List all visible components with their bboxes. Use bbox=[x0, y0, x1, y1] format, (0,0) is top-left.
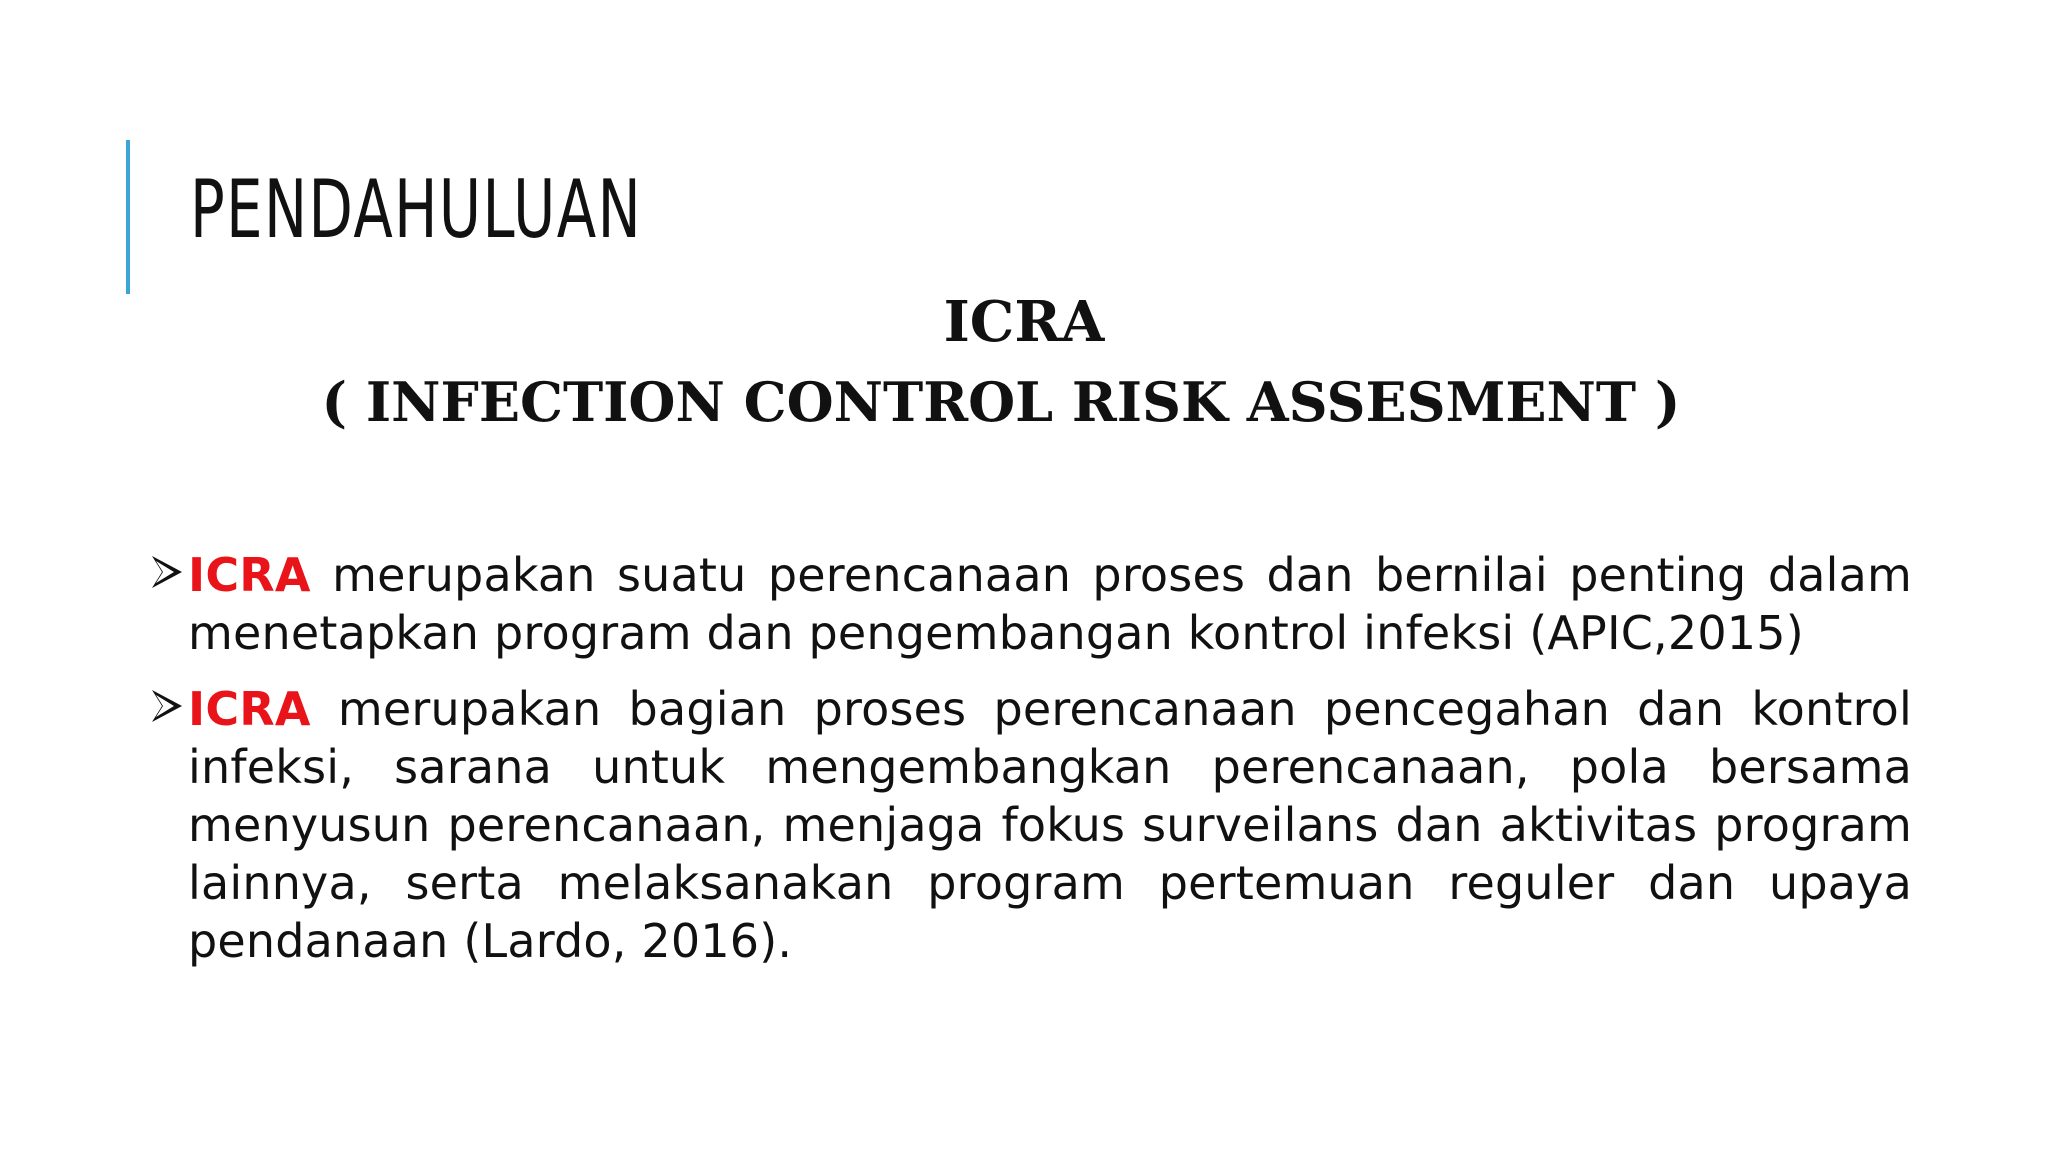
bullet-item bbox=[150, 680, 1912, 970]
bullet-text: merupakan bagian proses perencanaan pencegahan dan kontrol infeksi, sarana untuk mengembangkan perencanaan, pola bersama menyusun perencanaan, menjaga fokus surveilans dan aktivitas program lainnya, serta melaksanakan program pertemuan reguler dan upaya pendanaan (Lardo, 2016). bbox=[188, 682, 1912, 968]
bullet-text: merupakan suatu perencanaan proses dan bernilai penting dalam menetapkan program dan pengembangan kontrol infeksi (APIC,2015) bbox=[188, 548, 1912, 660]
title-accent-bar bbox=[126, 140, 130, 294]
arrowhead-bullet-icon bbox=[150, 686, 184, 726]
bullet-list bbox=[150, 546, 1912, 988]
bullet-keyword: ICRA bbox=[188, 682, 311, 736]
arrowhead-bullet-icon bbox=[150, 552, 184, 592]
bullet-keyword: ICRA bbox=[188, 548, 311, 602]
slide-title: PENDAHULUAN bbox=[190, 163, 643, 256]
subtitle-full-name: ( INFECTION CONTROL RISK ASSESMENT ) bbox=[321, 370, 1681, 434]
subtitle-acronym: ICRA bbox=[943, 289, 1105, 355]
bullet-item bbox=[150, 546, 1912, 662]
